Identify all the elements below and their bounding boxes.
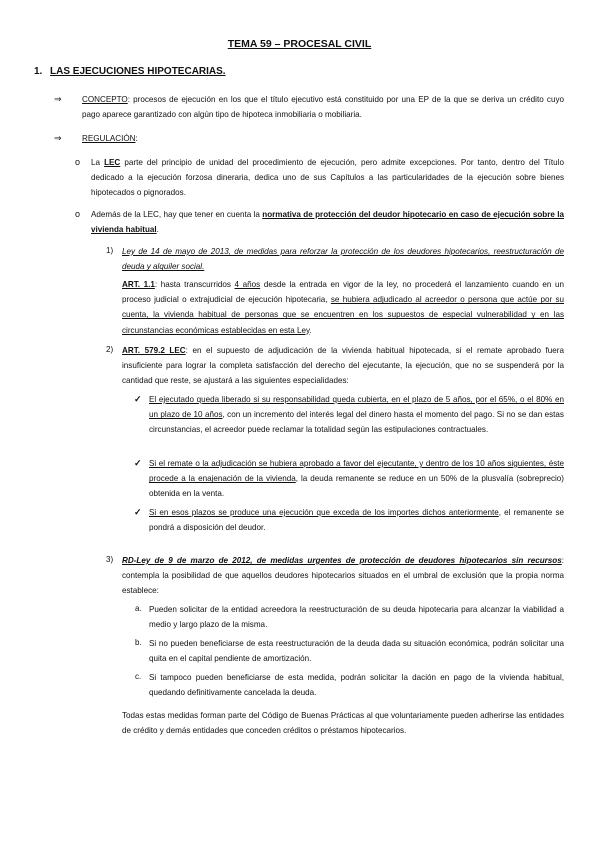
sub-marker: c.: [135, 672, 142, 681]
sub-item: Pueden solicitar de la entidad acreedora la reestructuración de su deuda hipotecaria para alcanzar la viabilidad a medio y largo plazo de la misma.: [149, 605, 564, 630]
section-heading: [34, 66, 226, 77]
item-marker: 2): [106, 345, 114, 354]
arrow-icon: ⇒: [54, 94, 62, 104]
sub-marker: a.: [135, 604, 142, 613]
proteccion-paragraph: Además de la LEC, hay que tener en cuenta la normativa de protección del deudor hipotecario en caso de ejecución sobre la vivienda habitual.: [91, 210, 564, 235]
ley-2013-heading: Ley de 14 de mayo de 2013, de medidas para reforzar la protección de los deudores hipotecarios, reestructuración de deuda y alquiler social.: [122, 247, 564, 272]
proteccion-emphasis: normativa de protección del deudor hipotecario en caso de ejecución sobre la vivienda habitual: [91, 210, 564, 235]
bullet-icon: o: [75, 157, 81, 167]
checkmark-icon: ✓: [134, 458, 142, 468]
sub-item: Si tampoco pueden beneficiarse de esta medida, podrán solicitar la dación en pago de la vivienda habitual, quedando definitivamente cancelada la deuda.: [149, 673, 564, 698]
sub-marker: b.: [135, 638, 142, 647]
checkmark-icon: ✓: [134, 394, 142, 404]
concepto-paragraph: [82, 92, 564, 122]
concepto-text: : procesos de ejecución en los que el título ejecutivo está constituido por una EP de la que se deriva un crédito cuyo pago aparece garantizado con algún tipo de hipoteca inmobiliaria o mobiliaria.: [82, 95, 564, 120]
art-1-1-paragraph: ART. 1.1: hasta transcurridos 4 años desde la entrada en vigor de la ley, no procederá el lanzamiento cuando en un proceso judicial o extrajudicial de ejecución hipotecaria, se hubiera adjudicado al acreedor o persona que actúe por su cuenta, la vivienda habitual de personas que se encuentren en los supuestos de especial vulnerabilidad y en las circunstancias económicas establecidas en esta Ley.: [122, 280, 565, 335]
checkmark-icon: ✓: [134, 507, 142, 517]
lec-label: LEC: [104, 158, 121, 167]
art-579-label: ART. 579.2 LEC: [122, 346, 186, 355]
check-item: Si en esos plazos se produce una ejecución que exceda de los importes dichos anteriormente, el remanente se pondrá a disposición del deudor.: [149, 508, 564, 533]
check-item: Si el remate o la adjudicación se hubiera aprobado a favor del ejecutante, y dentro de los 10 años siguientes, éste procede a la enajenación de la vivienda, la deuda remanente se reduce en un 50% de la plusvalía (sobreprecio) obtenida en la venta.: [149, 459, 564, 499]
item-marker: 1): [106, 246, 114, 255]
concepto-label: CONCEPTO: [82, 95, 128, 104]
closing-paragraph: Todas estas medidas forman parte del Código de Buenas Prácticas al que voluntariamente pueden adherirse las entidades de crédito y demás entidades que conceden créditos o préstamos hipotecarios.: [122, 711, 564, 736]
item-marker: 3): [106, 555, 114, 564]
regulacion-heading: REGULACIÓN:: [82, 134, 138, 143]
rd-ley-heading: RD-Ley de 9 de marzo de 2012, de medidas urgentes de protección de deudores hipotecarios sin recursos: [122, 556, 562, 565]
art-1-1-label: ART. 1.1: [122, 280, 155, 289]
art-579-paragraph: ART. 579.2 LEC: en el supuesto de adjudicación de la vivienda habitual hipotecada, si el remate aprobado fuera insuficiente para lograr la completa satisfacción del derecho del ejecutante, la ejecución, que no se suspenderá por la cantidad que reste, se ajustará a las siguientes especialidades:: [122, 346, 564, 386]
sub-item: Si no pueden beneficiarse de esta reestructuración de la deuda dada su situación económica, podrán solicitar una quita en el capital pendiente de amortización.: [149, 639, 564, 664]
lec-paragraph: La LEC parte del principio de unidad del procedimiento de ejecución, pero admite excepciones. Por tanto, dentro del Título dedicado a la ejecución forzosa dineraria, dedica uno de sus Capítulos a las particularidades de la ejecución sobre bienes hipotecados o pignorados.: [91, 158, 564, 198]
arrow-icon: ⇒: [54, 133, 62, 143]
bullet-icon: o: [75, 209, 81, 219]
section-number: 1.: [34, 66, 43, 77]
page-title: TEMA 59 – PROCESAL CIVIL: [227, 38, 372, 50]
rd-ley-2012-paragraph: RD-Ley de 9 de marzo de 2012, de medidas urgentes de protección de deudores hipotecarios sin recursos: contempla la posibilidad de que aquellos deudores hipotecarios situados en el umbral de exclusión que la propia norma establece:: [122, 556, 564, 596]
regulacion-label: REGULACIÓN: [82, 134, 136, 143]
section-title: LAS EJECUCIONES HIPOTECARIAS.: [50, 66, 226, 77]
check-item: El ejecutado queda liberado si su responsabilidad queda cubierta, en el plazo de 5 años, por el 65%, o el 80% en un plazo de 10 años, con un incremento del interés legal del dinero hasta el momento del pago. Si no se dan estas circunstancias, el acreedor puede reclamar la totalidad según las estipulaciones contractuales.: [149, 395, 564, 435]
